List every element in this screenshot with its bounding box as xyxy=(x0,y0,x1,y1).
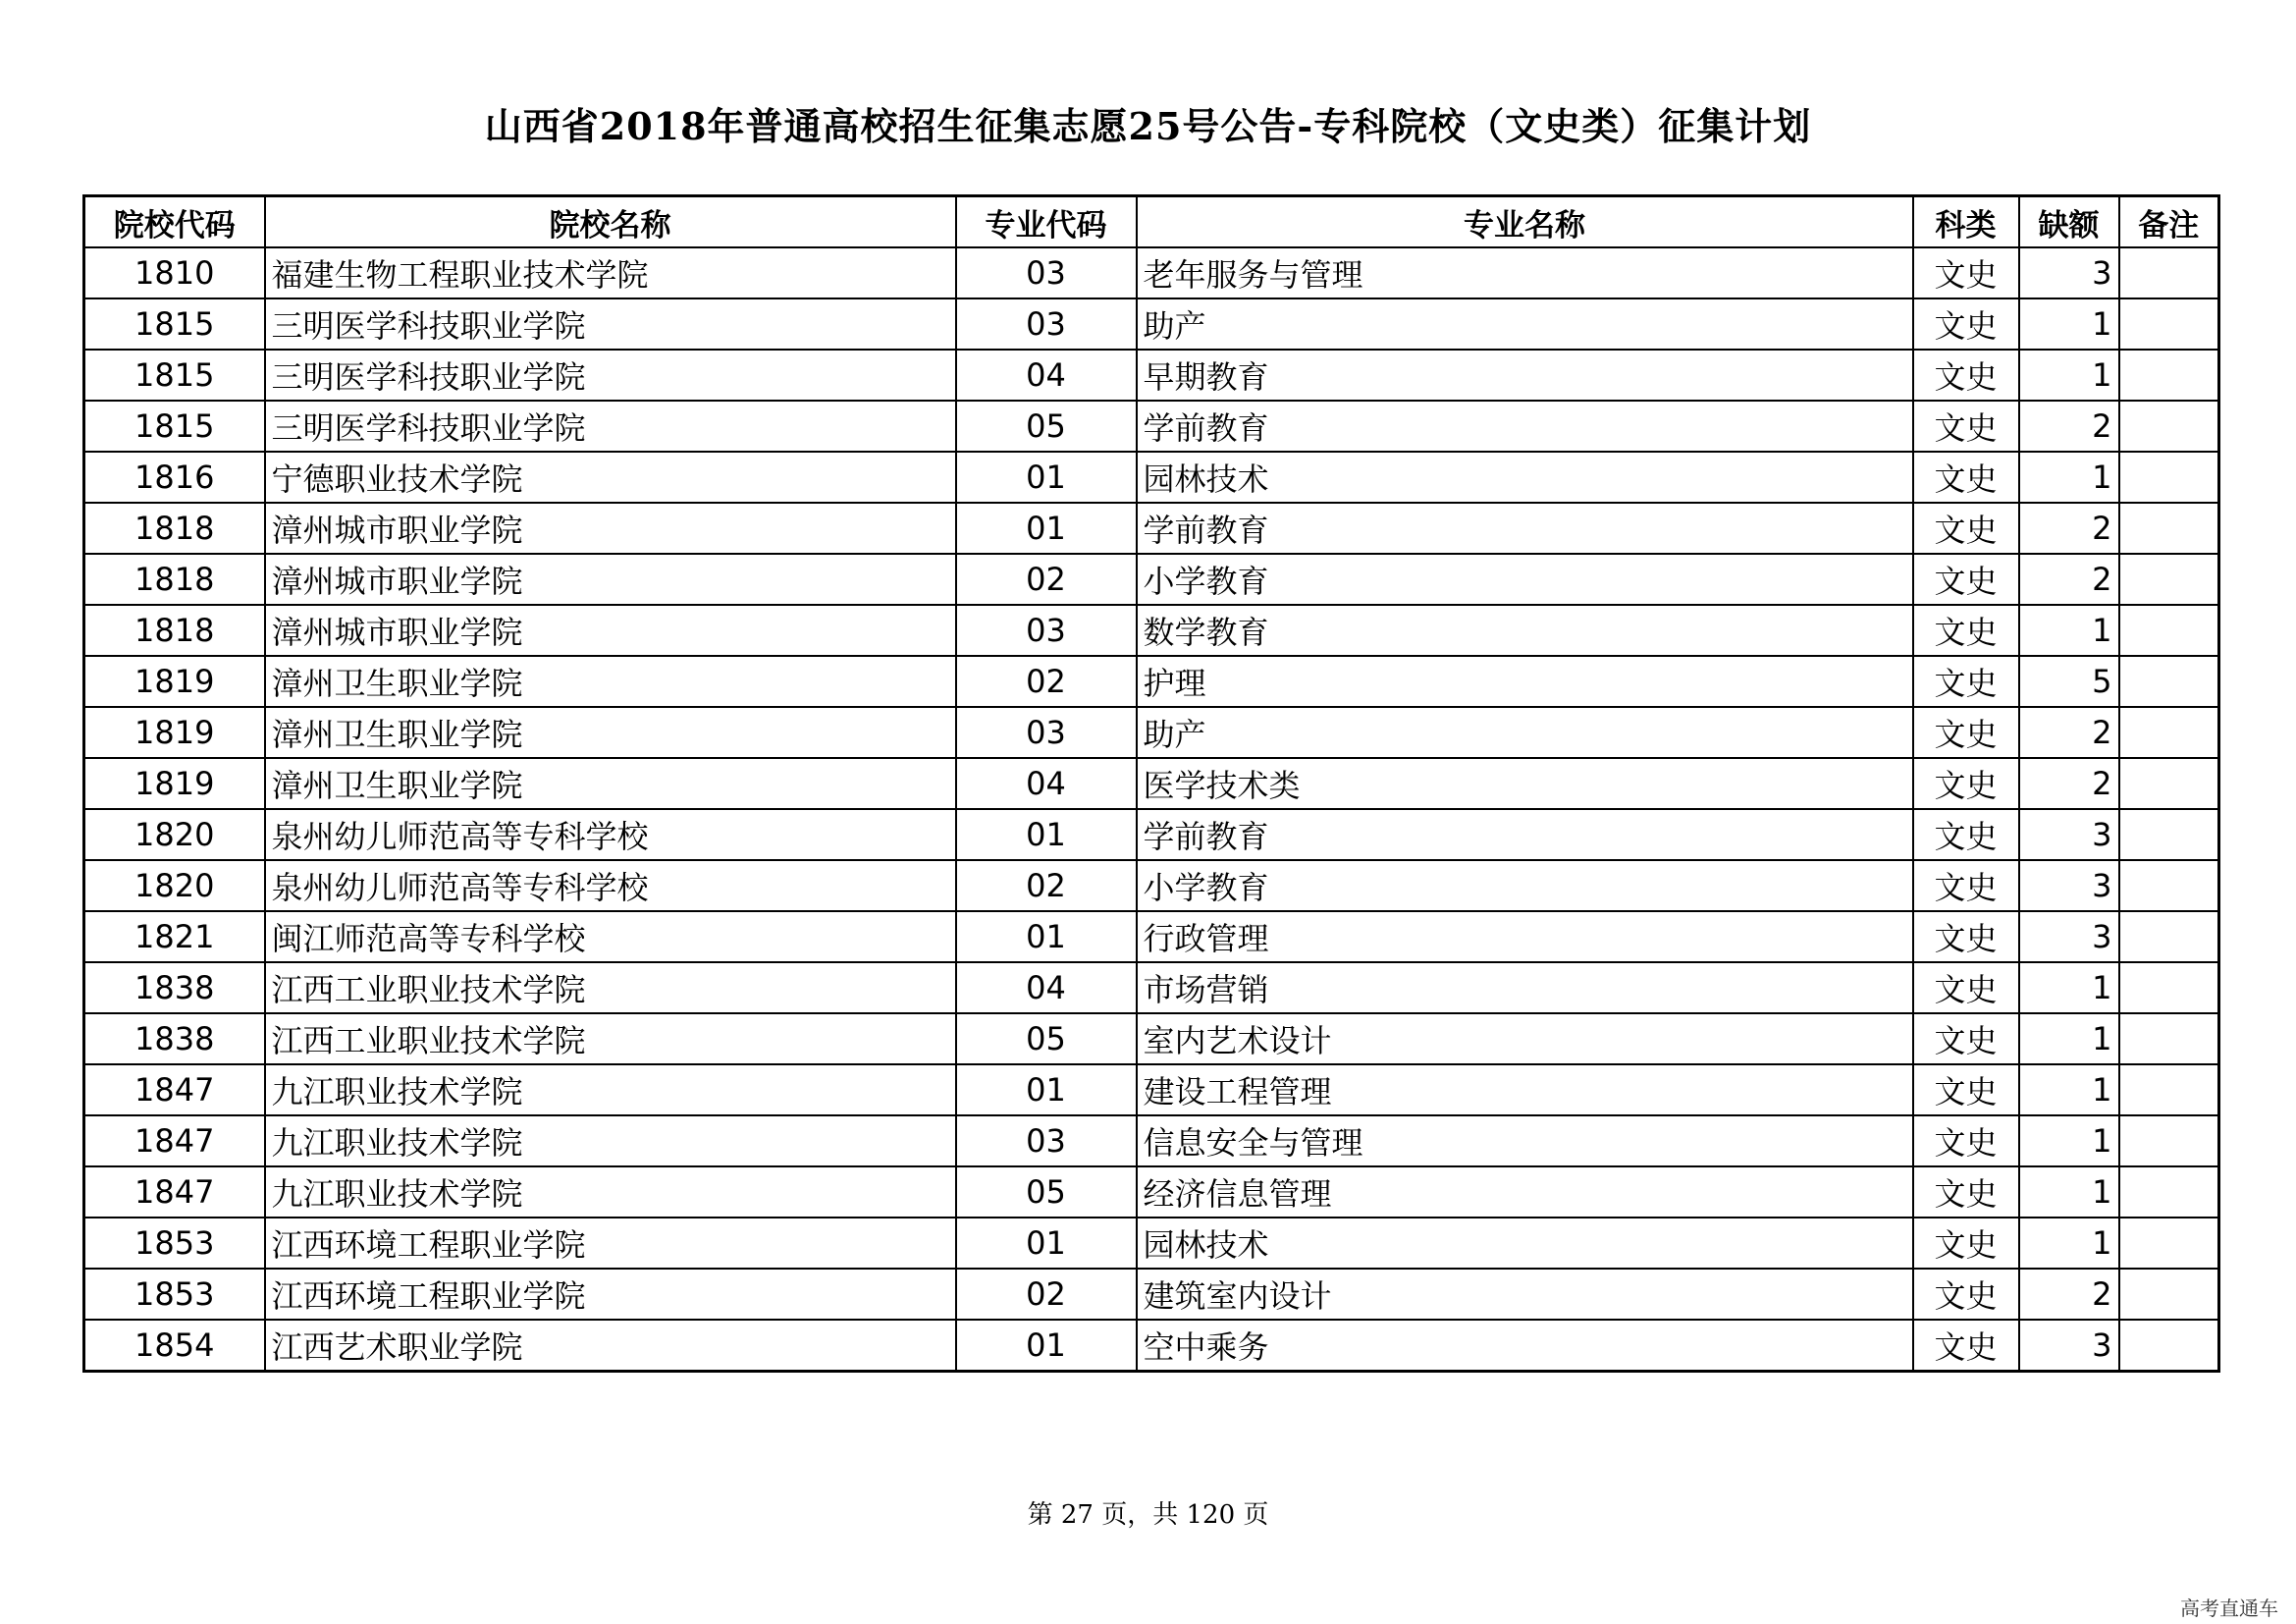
header-remark: 备注 xyxy=(2119,196,2219,248)
cell-category: 文史 xyxy=(1913,911,2019,962)
table-row xyxy=(84,911,2219,962)
cell-quota: 2 xyxy=(2019,707,2119,758)
cell-quota: 3 xyxy=(2019,809,2119,860)
cell-school-code: 1820 xyxy=(84,809,265,860)
cell-school-name: 九江职业技术学院 xyxy=(265,1115,956,1166)
cell-quota: 2 xyxy=(2019,758,2119,809)
cell-major-code: 02 xyxy=(956,656,1137,707)
cell-major-code: 01 xyxy=(956,1218,1137,1269)
cell-major-name: 老年服务与管理 xyxy=(1137,247,1913,298)
table-row xyxy=(84,1064,2219,1115)
cell-remark xyxy=(2119,656,2219,707)
cell-major-code: 01 xyxy=(956,503,1137,554)
cell-remark xyxy=(2119,1320,2219,1372)
cell-school-name: 漳州城市职业学院 xyxy=(265,503,956,554)
cell-major-code: 04 xyxy=(956,758,1137,809)
cell-major-name: 学前教育 xyxy=(1137,809,1913,860)
cell-major-name: 经济信息管理 xyxy=(1137,1166,1913,1218)
cell-remark xyxy=(2119,707,2219,758)
header-major-name: 专业名称 xyxy=(1137,196,1913,248)
cell-school-name: 泉州幼儿师范高等专科学校 xyxy=(265,860,956,911)
table-row xyxy=(84,1320,2219,1372)
cell-category: 文史 xyxy=(1913,860,2019,911)
cell-quota: 5 xyxy=(2019,656,2119,707)
cell-school-code: 1847 xyxy=(84,1115,265,1166)
cell-quota: 3 xyxy=(2019,860,2119,911)
cell-major-code: 03 xyxy=(956,1115,1137,1166)
table-row xyxy=(84,554,2219,605)
cell-major-code: 04 xyxy=(956,962,1137,1013)
cell-major-code: 02 xyxy=(956,554,1137,605)
cell-quota: 1 xyxy=(2019,1218,2119,1269)
cell-school-code: 1815 xyxy=(84,350,265,401)
cell-major-code: 01 xyxy=(956,1064,1137,1115)
table-row xyxy=(84,962,2219,1013)
table-row xyxy=(84,247,2219,298)
table-row xyxy=(84,605,2219,656)
cell-school-code: 1853 xyxy=(84,1218,265,1269)
page-number: 第 27 页，共 120 页 xyxy=(1027,1500,1269,1530)
header-school-code: 院校代码 xyxy=(84,196,265,248)
cell-remark xyxy=(2119,911,2219,962)
cell-school-code: 1820 xyxy=(84,860,265,911)
header-school-name: 院校名称 xyxy=(265,196,956,248)
cell-school-name: 漳州卫生职业学院 xyxy=(265,656,956,707)
cell-school-code: 1853 xyxy=(84,1269,265,1320)
table-row xyxy=(84,656,2219,707)
table-row xyxy=(84,1218,2219,1269)
cell-quota: 3 xyxy=(2019,247,2119,298)
enrollment-plan-table xyxy=(82,194,2220,1373)
cell-category: 文史 xyxy=(1913,1064,2019,1115)
cell-major-name: 园林技术 xyxy=(1137,1218,1913,1269)
cell-category: 文史 xyxy=(1913,758,2019,809)
cell-school-code: 1815 xyxy=(84,298,265,350)
cell-school-code: 1816 xyxy=(84,452,265,503)
cell-major-name: 数学教育 xyxy=(1137,605,1913,656)
cell-category: 文史 xyxy=(1913,1166,2019,1218)
cell-category: 文史 xyxy=(1913,350,2019,401)
cell-quota: 2 xyxy=(2019,1269,2119,1320)
cell-remark xyxy=(2119,1115,2219,1166)
cell-remark xyxy=(2119,1269,2219,1320)
cell-category: 文史 xyxy=(1913,1218,2019,1269)
cell-remark xyxy=(2119,605,2219,656)
cell-quota: 1 xyxy=(2019,1013,2119,1064)
cell-school-code: 1815 xyxy=(84,401,265,452)
cell-school-code: 1838 xyxy=(84,962,265,1013)
cell-quota: 1 xyxy=(2019,1115,2119,1166)
cell-category: 文史 xyxy=(1913,962,2019,1013)
cell-major-code: 04 xyxy=(956,350,1137,401)
cell-category: 文史 xyxy=(1913,401,2019,452)
table-body xyxy=(84,247,2219,1372)
cell-school-name: 江西艺术职业学院 xyxy=(265,1320,956,1372)
cell-major-code: 03 xyxy=(956,298,1137,350)
cell-major-code: 02 xyxy=(956,1269,1137,1320)
cell-category: 文史 xyxy=(1913,707,2019,758)
table-row xyxy=(84,707,2219,758)
cell-school-name: 漳州城市职业学院 xyxy=(265,605,956,656)
table-row xyxy=(84,401,2219,452)
table-row xyxy=(84,298,2219,350)
cell-school-code: 1818 xyxy=(84,503,265,554)
table-row xyxy=(84,452,2219,503)
cell-quota: 3 xyxy=(2019,1320,2119,1372)
cell-school-code: 1818 xyxy=(84,605,265,656)
cell-major-code: 03 xyxy=(956,707,1137,758)
cell-category: 文史 xyxy=(1913,247,2019,298)
cell-major-name: 小学教育 xyxy=(1137,554,1913,605)
table-row xyxy=(84,1013,2219,1064)
table-row xyxy=(84,350,2219,401)
cell-major-code: 03 xyxy=(956,247,1137,298)
cell-school-name: 泉州幼儿师范高等专科学校 xyxy=(265,809,956,860)
cell-quota: 1 xyxy=(2019,298,2119,350)
cell-major-name: 早期教育 xyxy=(1137,350,1913,401)
cell-category: 文史 xyxy=(1913,1115,2019,1166)
page-title: 山西省2018年普通高校招生征集志愿25号公告-专科院校（文史类）征集计划 xyxy=(484,104,1812,148)
cell-quota: 3 xyxy=(2019,911,2119,962)
cell-major-name: 空中乘务 xyxy=(1137,1320,1913,1372)
cell-major-code: 02 xyxy=(956,860,1137,911)
cell-quota: 1 xyxy=(2019,605,2119,656)
cell-school-name: 宁德职业技术学院 xyxy=(265,452,956,503)
cell-remark xyxy=(2119,1013,2219,1064)
cell-school-code: 1821 xyxy=(84,911,265,962)
cell-school-code: 1847 xyxy=(84,1064,265,1115)
table-row xyxy=(84,1166,2219,1218)
cell-school-name: 九江职业技术学院 xyxy=(265,1064,956,1115)
cell-remark xyxy=(2119,350,2219,401)
cell-remark xyxy=(2119,809,2219,860)
cell-quota: 1 xyxy=(2019,1064,2119,1115)
cell-remark xyxy=(2119,962,2219,1013)
cell-school-code: 1819 xyxy=(84,707,265,758)
watermark: 高考直通车 xyxy=(2180,1597,2278,1620)
cell-major-code: 01 xyxy=(956,452,1137,503)
cell-remark xyxy=(2119,1218,2219,1269)
cell-major-code: 05 xyxy=(956,401,1137,452)
cell-quota: 1 xyxy=(2019,1166,2119,1218)
cell-major-name: 园林技术 xyxy=(1137,452,1913,503)
cell-school-code: 1819 xyxy=(84,758,265,809)
cell-category: 文史 xyxy=(1913,554,2019,605)
cell-school-code: 1838 xyxy=(84,1013,265,1064)
cell-major-code: 05 xyxy=(956,1166,1137,1218)
cell-category: 文史 xyxy=(1913,809,2019,860)
cell-quota: 1 xyxy=(2019,350,2119,401)
cell-major-code: 01 xyxy=(956,1320,1137,1372)
cell-remark xyxy=(2119,1064,2219,1115)
cell-remark xyxy=(2119,1166,2219,1218)
cell-remark xyxy=(2119,503,2219,554)
table-row xyxy=(84,1115,2219,1166)
cell-major-name: 护理 xyxy=(1137,656,1913,707)
cell-category: 文史 xyxy=(1913,503,2019,554)
table-row xyxy=(84,809,2219,860)
cell-school-name: 九江职业技术学院 xyxy=(265,1166,956,1218)
cell-school-name: 三明医学科技职业学院 xyxy=(265,350,956,401)
cell-school-name: 漳州卫生职业学院 xyxy=(265,758,956,809)
cell-remark xyxy=(2119,554,2219,605)
cell-remark xyxy=(2119,860,2219,911)
cell-category: 文史 xyxy=(1913,656,2019,707)
cell-major-name: 行政管理 xyxy=(1137,911,1913,962)
table-row xyxy=(84,758,2219,809)
cell-quota: 1 xyxy=(2019,452,2119,503)
table-row xyxy=(84,1269,2219,1320)
cell-school-name: 漳州城市职业学院 xyxy=(265,554,956,605)
cell-major-name: 学前教育 xyxy=(1137,401,1913,452)
cell-remark xyxy=(2119,298,2219,350)
cell-category: 文史 xyxy=(1913,298,2019,350)
cell-remark xyxy=(2119,401,2219,452)
table-row xyxy=(84,503,2219,554)
cell-major-code: 01 xyxy=(956,809,1137,860)
cell-major-name: 学前教育 xyxy=(1137,503,1913,554)
cell-school-code: 1854 xyxy=(84,1320,265,1372)
cell-school-code: 1818 xyxy=(84,554,265,605)
cell-major-name: 室内艺术设计 xyxy=(1137,1013,1913,1064)
cell-category: 文史 xyxy=(1913,605,2019,656)
cell-school-name: 江西工业职业技术学院 xyxy=(265,962,956,1013)
cell-quota: 2 xyxy=(2019,503,2119,554)
cell-school-code: 1847 xyxy=(84,1166,265,1218)
cell-category: 文史 xyxy=(1913,1320,2019,1372)
cell-category: 文史 xyxy=(1913,1013,2019,1064)
cell-major-code: 01 xyxy=(956,911,1137,962)
cell-major-name: 助产 xyxy=(1137,298,1913,350)
header-category: 科类 xyxy=(1913,196,2019,248)
header-quota: 缺额 xyxy=(2019,196,2119,248)
cell-school-code: 1819 xyxy=(84,656,265,707)
cell-major-name: 信息安全与管理 xyxy=(1137,1115,1913,1166)
table-row xyxy=(84,860,2219,911)
table-header-row xyxy=(84,196,2219,248)
cell-school-name: 三明医学科技职业学院 xyxy=(265,401,956,452)
cell-major-name: 建设工程管理 xyxy=(1137,1064,1913,1115)
cell-school-name: 江西环境工程职业学院 xyxy=(265,1269,956,1320)
cell-major-name: 医学技术类 xyxy=(1137,758,1913,809)
cell-major-name: 建筑室内设计 xyxy=(1137,1269,1913,1320)
header-major-code: 专业代码 xyxy=(956,196,1137,248)
cell-school-name: 江西环境工程职业学院 xyxy=(265,1218,956,1269)
cell-major-name: 小学教育 xyxy=(1137,860,1913,911)
cell-school-name: 福建生物工程职业技术学院 xyxy=(265,247,956,298)
cell-quota: 1 xyxy=(2019,962,2119,1013)
cell-major-name: 助产 xyxy=(1137,707,1913,758)
cell-remark xyxy=(2119,758,2219,809)
cell-quota: 2 xyxy=(2019,401,2119,452)
cell-quota: 2 xyxy=(2019,554,2119,605)
cell-major-name: 市场营销 xyxy=(1137,962,1913,1013)
cell-major-code: 05 xyxy=(956,1013,1137,1064)
cell-school-name: 漳州卫生职业学院 xyxy=(265,707,956,758)
cell-school-name: 江西工业职业技术学院 xyxy=(265,1013,956,1064)
cell-school-name: 闽江师范高等专科学校 xyxy=(265,911,956,962)
cell-major-code: 03 xyxy=(956,605,1137,656)
cell-school-code: 1810 xyxy=(84,247,265,298)
cell-category: 文史 xyxy=(1913,452,2019,503)
cell-remark xyxy=(2119,452,2219,503)
cell-category: 文史 xyxy=(1913,1269,2019,1320)
cell-school-name: 三明医学科技职业学院 xyxy=(265,298,956,350)
cell-remark xyxy=(2119,247,2219,298)
